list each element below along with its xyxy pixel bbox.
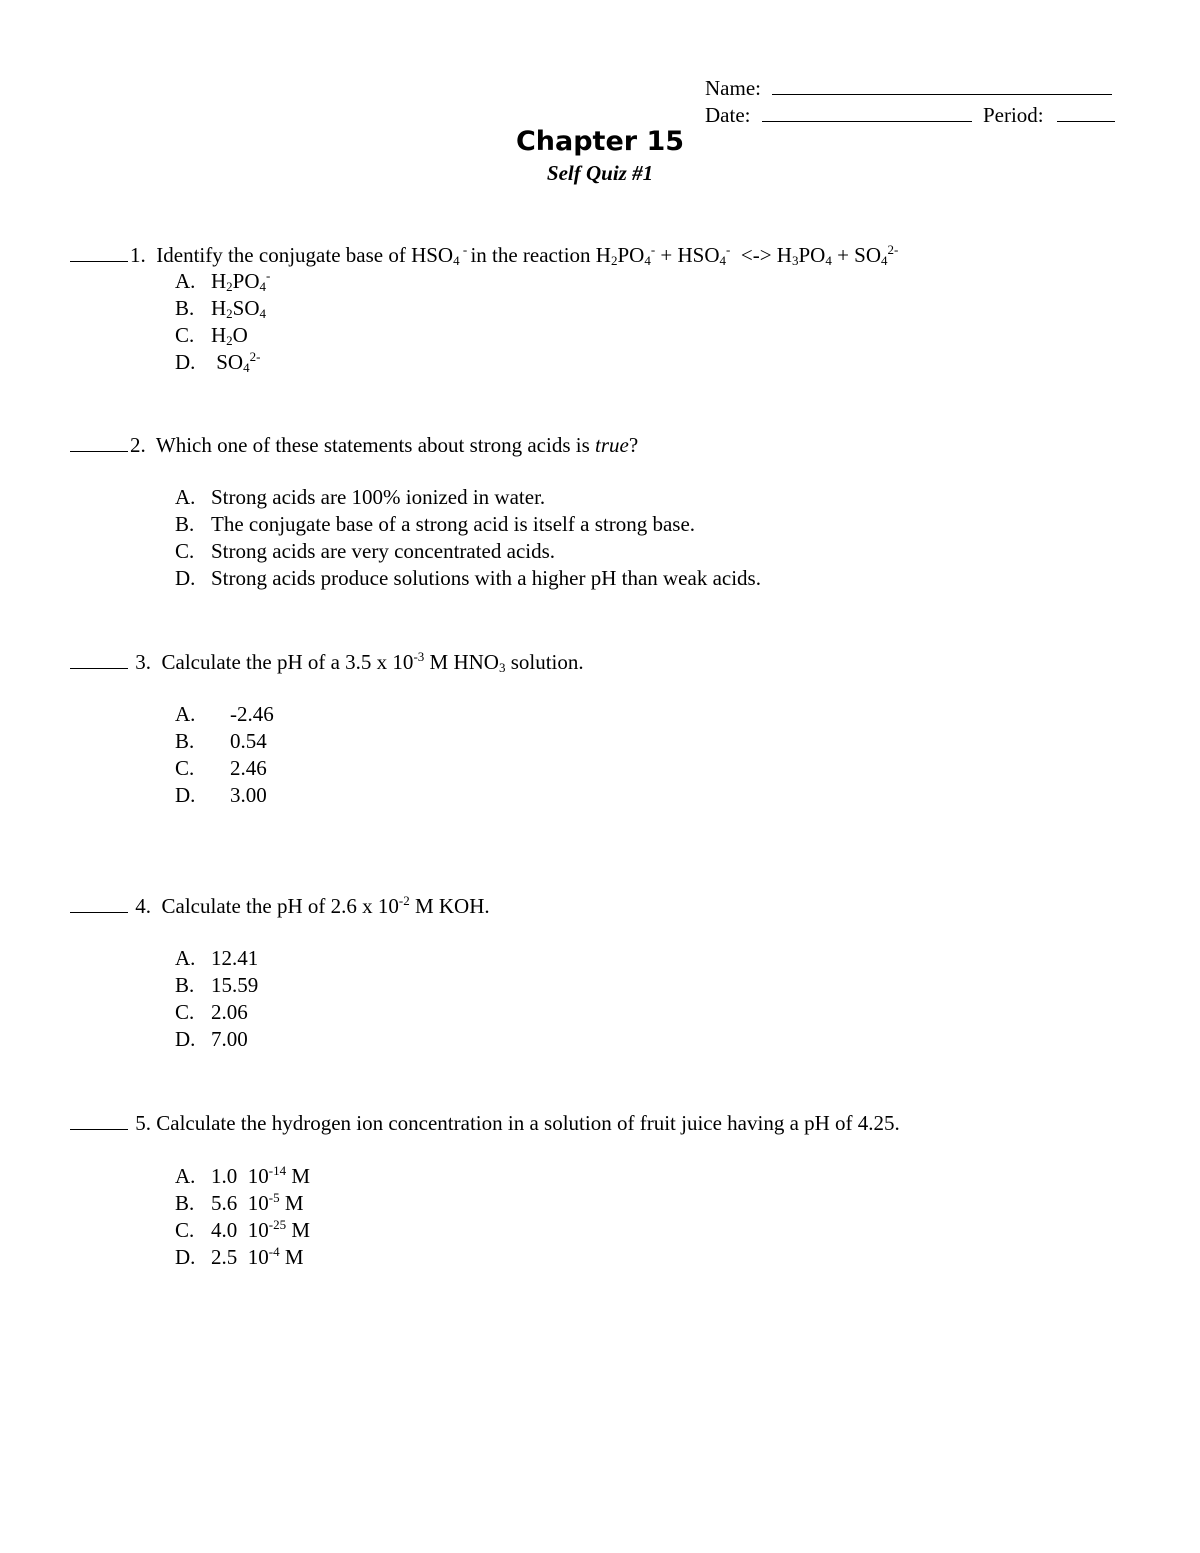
question-2 <box>70 433 638 456</box>
page-subtitle: Self Quiz #1 <box>546 161 654 185</box>
option-2c: C. Strong acids are very concentrated acids. <box>175 539 556 563</box>
option-5a: A. 1.0 $10^{-14}$ M <box>175 1163 311 1188</box>
date-period-fields <box>705 103 1115 126</box>
answer-blank-1[interactable] <box>70 243 128 262</box>
option-3c: C. 2.46 <box>175 756 267 780</box>
question-1 <box>70 243 898 266</box>
name-field[interactable] <box>705 76 1112 99</box>
option-4c: C. 2.06 <box>175 1000 248 1024</box>
option-5c: C. 4.0 $10^{-25}$ M <box>175 1217 311 1242</box>
date-blank[interactable] <box>762 103 972 122</box>
option-3d: D. 3.00 <box>175 783 267 807</box>
question-number: 3. <box>135 650 151 674</box>
option-4d: D. 7.00 <box>175 1027 248 1051</box>
option-5d: D. 2.5 $10^{-4}$ M <box>175 1244 304 1269</box>
question-text: Calculate the pH of 2.6 x $10^{-2}$ M KOH. <box>161 893 490 918</box>
option-4a: A. 12.41 <box>175 946 259 970</box>
answer-blank-4[interactable] <box>70 894 128 913</box>
answer-blank-5[interactable] <box>70 1111 128 1130</box>
option-4b: B. 15.59 <box>175 973 259 997</box>
option-1b: B. $H_2SO_4$ <box>175 296 267 321</box>
option-1a: A. $H_2PO_4^-$ <box>175 268 271 294</box>
option-3a: A. -2.46 <box>175 702 274 726</box>
question-text: Identify the conjugate base of $HSO_4$ - in the reaction $H_2PO_4^- + HSO_4^-$ <-> $H_3PO_4 + SO_4^{2-}$ <box>156 242 899 268</box>
question-5 <box>70 1111 900 1134</box>
page-title: Chapter 15 <box>515 126 685 157</box>
question-text: Calculate the hydrogen ion concentration in a solution of fruit juice having a pH of 4.25. <box>156 1111 900 1135</box>
option-2a: A. Strong acids are 100% ionized in water. <box>175 485 546 509</box>
period-blank[interactable] <box>1057 103 1115 122</box>
answer-blank-2[interactable] <box>70 433 128 452</box>
name-label: Name: <box>705 76 761 100</box>
date-label: Date: <box>705 103 751 127</box>
answer-blank-3[interactable] <box>70 650 128 669</box>
question-number: 5. <box>135 1111 151 1135</box>
question-text: Calculate the pH of a 3.5 x $10^{-3}$ M $HNO_3$ solution. <box>161 649 584 675</box>
option-2d: D. Strong acids produce solutions with a higher pH than weak acids. <box>175 566 761 590</box>
option-3b: B. 0.54 <box>175 729 267 753</box>
question-number: 1. <box>130 243 146 267</box>
option-1c: C. $H_2O$ <box>175 323 248 348</box>
question-3 <box>70 650 584 673</box>
name-blank[interactable] <box>772 76 1112 95</box>
question-number: 2. <box>130 433 146 457</box>
period-label: Period: <box>982 103 1044 127</box>
question-text: Which one of these statements about strong acids is true? <box>155 433 639 457</box>
question-number: 4. <box>135 894 151 918</box>
option-1d: D. $SO_4^{2-}$ <box>175 349 261 375</box>
question-4 <box>70 894 490 917</box>
option-5b: B. 5.6 $10^{-5}$ M <box>175 1190 304 1215</box>
option-2b: B. The conjugate base of a strong acid is itself a strong base. <box>175 512 696 536</box>
